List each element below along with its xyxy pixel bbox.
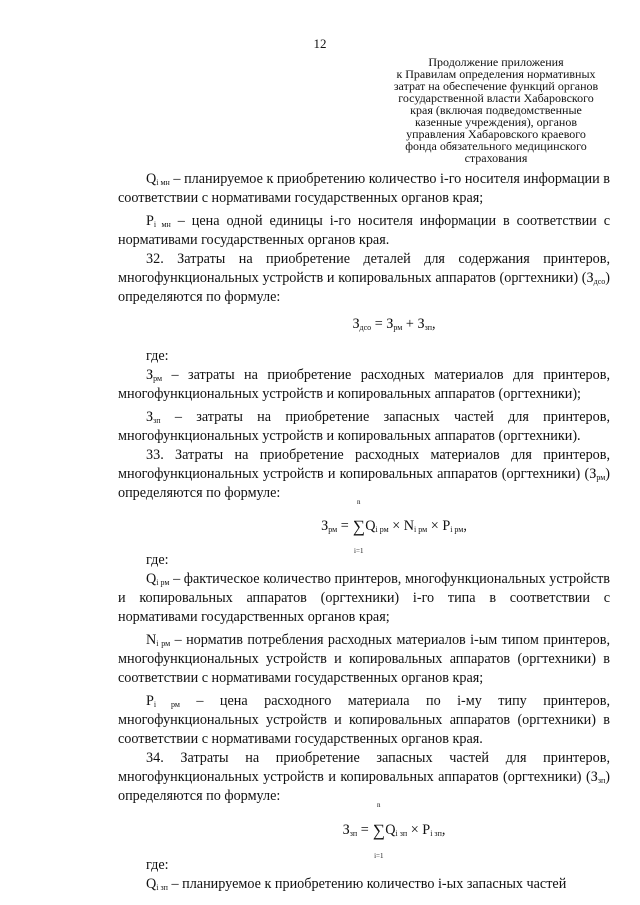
formula-subscript: i рм — [375, 525, 389, 534]
formula-subscript: рм — [393, 323, 403, 332]
sum-sign-icon: ∑ n i=1 — [352, 498, 365, 555]
definition-text: – фактическое количество принтеров, многофункциональных устройств и копировальных аппаратов (оргтехники) i-го типа в соответствии с нормативами государственных органов края; — [118, 571, 610, 625]
header-line: казенные учреждения), органов — [414, 115, 578, 129]
formula-subscript: i рм — [450, 525, 464, 534]
definition-z-rm — [118, 366, 610, 404]
paragraph-tail: ) определяются по формуле: — [118, 270, 610, 305]
formula-subscript: i зп — [395, 829, 408, 838]
symbol: Q — [146, 571, 157, 587]
symbol-subscript: рм — [596, 473, 606, 482]
paragraph-32 — [118, 250, 610, 307]
definition-p-rm — [118, 692, 610, 749]
definition-z-zp — [118, 408, 610, 446]
formula-symbol: З — [321, 518, 329, 534]
paragraph-tail: ) определяются по формуле: — [118, 466, 610, 501]
definition-text: – норматив потребления расходных материалов i-ым типом принтеров, многофункциональных устройств и копировальных аппаратов (оргтехники) в соответствии с нормативами государственных органов края; — [118, 632, 610, 686]
header-line: страхования — [464, 151, 528, 165]
symbol-subscript: зп — [153, 416, 161, 425]
symbol-subscript: i рм — [156, 639, 171, 648]
formula-operator: = — [371, 316, 387, 332]
definition-text: – планируемое к приобретению количество i-ых запасных частей — [167, 876, 567, 892]
formula-operator: × — [388, 518, 404, 534]
formula-z-dso — [118, 311, 610, 341]
symbol: З — [146, 409, 154, 425]
formula-symbol: З — [352, 316, 360, 332]
formula-subscript: дсо — [359, 323, 372, 332]
paragraph-33 — [118, 446, 610, 503]
definition-q-rm — [118, 570, 610, 627]
formula-operator: × — [407, 822, 423, 838]
header-line: края (включая подведомственные — [410, 103, 582, 117]
symbol: З — [586, 270, 594, 286]
header-line: государственной власти Хабаровского — [398, 91, 594, 105]
paragraph-34 — [118, 749, 610, 806]
formula-punct: , — [432, 316, 436, 332]
header-line: фонда обязательного медицинского — [405, 139, 587, 153]
formula-operator: × — [427, 518, 443, 534]
formula-symbol: P — [422, 822, 431, 838]
symbol-subscript: i мн — [153, 220, 171, 229]
formula-subscript: зп — [349, 829, 358, 838]
sum-sign-icon: ∑ n i=1 — [372, 801, 385, 860]
definition-text: – цена одной единицы i-го носителя информации в соответствии с нормативами государственных органов края. — [118, 213, 610, 248]
page-number: 12 — [313, 36, 327, 51]
symbol: N — [146, 632, 157, 648]
where-label: где: — [146, 348, 169, 364]
formula-symbol: З — [417, 316, 425, 332]
formula-symbol: Q — [365, 518, 376, 534]
symbol: Q — [146, 876, 157, 892]
where-label: где: — [146, 552, 169, 568]
symbol: P — [146, 213, 154, 229]
formula-operator: + — [402, 316, 418, 332]
definition-p-mn — [118, 212, 610, 250]
formula-subscript: рм — [328, 525, 338, 534]
sum-upper-limit: n — [377, 801, 381, 809]
symbol: З — [589, 466, 597, 482]
symbol-subscript: i мн — [156, 178, 170, 187]
paragraph-text: 33. Затраты на приобретение расходных материалов для принтеров, многофункциональных устройств и копировальных аппаратов (оргтехники) ( — [118, 447, 610, 482]
definition-text: – планируемое к приобретению количество i-го носителя информации в соответствии с нормативами государственных органов края; — [118, 171, 610, 206]
formula-symbol: З — [342, 822, 350, 838]
header-line: Продолжение приложения — [428, 55, 564, 69]
paragraph-text: 34. Затраты на приобретение запасных частей для принтеров, многофункциональных устройств и копировальных аппаратов (оргтехники) ( — [118, 750, 610, 785]
header-line: к Правилам определения нормативных — [396, 67, 596, 81]
formula-z-rm — [118, 498, 610, 555]
symbol: Q — [146, 171, 157, 187]
definition-text: – затраты на приобретение расходных материалов для принтеров, многофункциональных устройств и копировальных аппаратов (оргтехники); — [118, 367, 610, 402]
symbol-subscript: i рм — [153, 700, 180, 709]
formula-symbol: P — [442, 518, 451, 534]
formula-z-zp — [118, 801, 610, 860]
symbol: P — [146, 693, 154, 709]
definition-n-rm — [118, 631, 610, 688]
definition-text: – цена расходного материала по i-му типу принтеров, многофункциональных устройств и копировальных аппаратов (оргтехники) в соответствии с нормативами государственных органов края. — [118, 693, 610, 747]
symbol: З — [590, 769, 598, 785]
symbol-subscript: дсо — [593, 277, 606, 286]
sum-lower-limit: i=1 — [354, 547, 364, 555]
header-line: затрат на обеспечение функций органов — [393, 79, 599, 93]
symbol-subscript: i рм — [156, 578, 170, 587]
symbol-subscript: i зп — [156, 883, 168, 892]
document-body — [118, 170, 610, 894]
sum-upper-limit: n — [357, 498, 361, 506]
definition-q-zp — [118, 875, 610, 894]
formula-operator: = — [357, 822, 373, 838]
formula-subscript: i зп — [430, 829, 442, 838]
sum-lower-limit: i=1 — [374, 852, 384, 860]
appendix-header — [370, 56, 622, 164]
formula-symbol: N — [403, 518, 415, 534]
symbol: З — [146, 367, 154, 383]
formula-symbol: Q — [385, 822, 396, 838]
definition-text: – затраты на приобретение запасных частей для принтеров, многофункциональных устройств и копировальных аппаратов (оргтехники). — [118, 409, 610, 444]
formula-subscript: i рм — [414, 525, 428, 534]
header-line: управления Хабаровского краевого — [406, 127, 586, 141]
where-label: где: — [146, 857, 169, 873]
formula-punct: , — [441, 822, 446, 838]
formula-subscript: зп — [424, 323, 433, 332]
paragraph-text: 32. Затраты на приобретение деталей для содержания принтеров, многофункциональных устройств и копировальных аппаратов (оргтехники) ( — [118, 251, 610, 286]
formula-symbol: З — [386, 316, 394, 332]
formula-operator: = — [337, 518, 353, 534]
paragraph-tail: ) определяются по формуле: — [118, 769, 610, 804]
definition-q-mn — [118, 170, 610, 208]
symbol-subscript: рм — [153, 374, 163, 383]
formula-punct: , — [463, 518, 467, 534]
symbol-subscript: зп — [597, 776, 606, 785]
